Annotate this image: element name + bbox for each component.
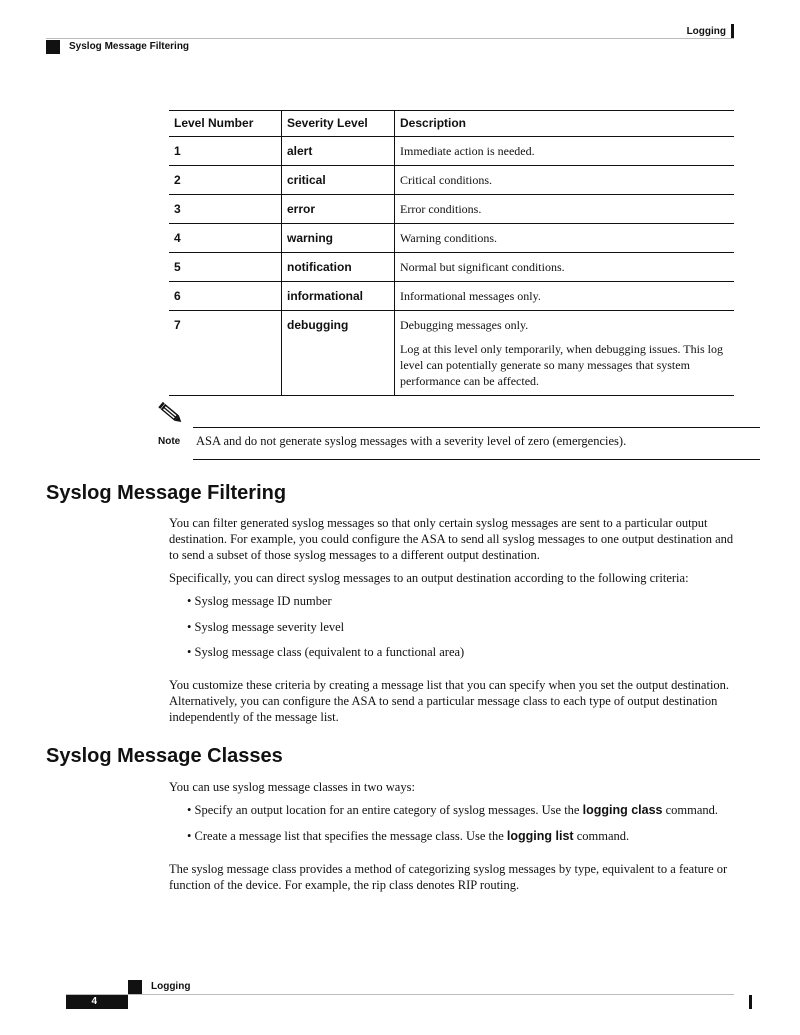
column-header: Severity Level [282,111,395,137]
section-heading-filtering: Syslog Message Filtering [46,482,287,504]
bullet-glyph: • [187,803,192,817]
list-item [187,645,464,660]
note-bottom-rule [193,459,760,460]
table-header-row [169,111,734,137]
severity-level: debugging [282,311,395,396]
bullet-glyph: • [187,594,192,608]
list-item-text: Specify an output location for an entire category of syslog messages. Use the [194,803,583,817]
column-header: Description [395,111,735,137]
table-row [169,282,734,311]
level-number: 6 [169,282,282,311]
note-top-rule [193,427,760,428]
table-row [169,195,734,224]
paragraph-text: The syslog message class provides a method of categorizing syslog messages by type, equivalent to a feature or function of the device. For example, the rip class denotes RIP routing. [169,862,728,892]
section-heading-classes: Syslog Message Classes [46,745,283,767]
severity-table [169,110,734,396]
description-extra: Log at this level only temporarily, when debugging issues. This log level can potentially generate so many messages that system performance can be affected. [400,342,723,388]
table-row [169,224,734,253]
level-number: 5 [169,253,282,282]
note-label: Note [158,436,181,447]
description: Immediate action is needed. [395,137,735,166]
column-header: Level Number [169,111,282,137]
description: Critical conditions. [395,166,735,195]
running-header-chapter: Logging [686,26,726,37]
list-item-text: Create a message list that specifies the message class. Use the [194,829,507,843]
level-number: 2 [169,166,282,195]
list-item [187,803,718,818]
header-rule [46,38,734,39]
level-number: 4 [169,224,282,253]
table-row [169,253,734,282]
severity-level: critical [282,166,395,195]
footer-rule [66,994,734,995]
list-item [187,594,332,609]
filtering-paragraph-1 [169,515,737,563]
running-header-section: Syslog Message Filtering [69,41,190,52]
paragraph-text: You customize these criteria by creating a message list that you can specify when you set the output destination. Alternatively, you can configure the ASA to send a particular message class to each type of output destination independently of the message list. [169,678,730,724]
level-number: 1 [169,137,282,166]
command-logging-list: logging list [506,829,574,843]
list-item-text: Syslog message severity level [194,620,345,634]
list-item-text: Syslog message class (equivalent to a functional area) [194,645,465,659]
level-number: 3 [169,195,282,224]
page-number: 4 [66,995,128,1009]
list-item-text: command. [662,803,719,817]
paragraph-text: You can use syslog message classes in two ways: [169,780,415,794]
description: Error conditions. [395,195,735,224]
bullet-glyph: • [187,645,192,659]
list-item [187,620,344,635]
classes-paragraph-2 [169,861,737,893]
note-text: ASA and do not generate syslog messages with a severity level of zero (emergencies). [196,434,627,448]
description: Normal but significant conditions. [395,253,735,282]
filtering-paragraph-3 [169,677,737,725]
bullet-glyph: • [187,620,192,634]
paragraph-text: Specifically, you can direct syslog messages to an output destination according to the following criteria: [169,571,689,585]
paragraph-text: You can filter generated syslog messages so that only certain syslog messages are sent to a particular output destination. For example, you could configure the ASA to send all syslog messages to one output destination and to send a subset of those syslog messages to a different output destination. [169,516,734,562]
severity-level: alert [282,137,395,166]
severity-level: warning [282,224,395,253]
footer-bar [749,995,752,1009]
list-item [187,829,629,844]
description [395,311,735,396]
list-item-text: Syslog message ID number [194,594,332,608]
severity-level: informational [282,282,395,311]
description: Warning conditions. [395,224,735,253]
severity-level: notification [282,253,395,282]
bullet-glyph: • [187,829,192,843]
table-row [169,166,734,195]
header-bar [731,24,734,38]
footer-square [128,980,142,994]
running-footer-chapter: Logging [151,981,191,992]
table-row [169,137,734,166]
level-number: 7 [169,311,282,396]
header-square [46,40,60,54]
description: Informational messages only. [395,282,735,311]
filtering-paragraph-2 [169,570,737,586]
command-logging-class: logging class [582,803,663,817]
description-text: Debugging messages only. [400,318,529,332]
table-row [169,311,734,396]
classes-paragraph-1 [169,779,737,795]
pencil-icon [156,400,186,428]
severity-level: error [282,195,395,224]
list-item-text: command. [573,829,630,843]
